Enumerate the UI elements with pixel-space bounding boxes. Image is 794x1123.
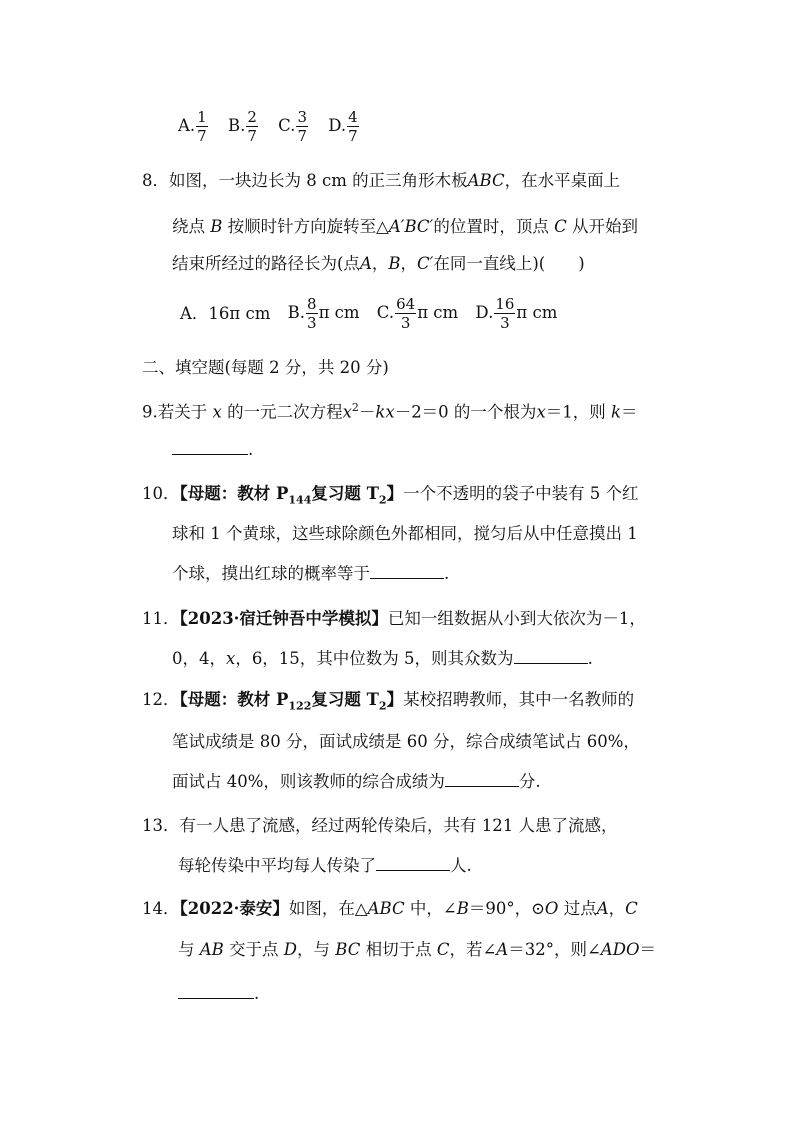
q8-line-2: 绕点 B 按顺时针方向旋转至△A′BC′的位置时，顶点 C 从开始到: [172, 217, 638, 236]
q8-option-a: A．16π cm: [180, 303, 271, 323]
source-tag: 【2023·宿迁钟吾中学模拟】: [179, 609, 388, 628]
q7-option-c: C. $\frac{3}{7}$: [278, 108, 307, 145]
answer-blank[interactable]: [376, 856, 450, 871]
q11-line-2: 0，4，x，6，15，其中位数为 5，则其众数为 .: [172, 649, 593, 668]
q12-line-1: 12．【母题：教材 $P_{122}$复习题 $T_2$】某校招聘教师，其中一名教师的: [142, 690, 635, 713]
q12-line-2: 笔试成绩是 80 分，面试成绩是 60 分，综合成绩笔试占 60%，: [172, 732, 640, 751]
q9-line-1: 9.若关于 x 的一元二次方程$x^2-kx-2=0$ 的一个根为x＝1，则 k＝: [142, 401, 638, 422]
question-number: 10．: [142, 484, 180, 503]
q8-line-1: 8．如图，一块边长为 8 cm 的正三角形木板ABC，在水平桌面上: [142, 171, 621, 190]
q8-option-d: D. $\frac{16}{3}$ π cm: [475, 295, 558, 332]
q14-line-1: 14．【2022·泰安】如图，在△ABC 中，∠B＝90°，⊙O 过点A，C: [142, 899, 638, 918]
q8-option-b: B. $\frac{8}{3}$ π cm: [287, 295, 360, 332]
q13-line-2: 每轮传染中平均每人传染了 人.: [178, 856, 472, 875]
q10-line-1: 10．【母题：教材 $P_{144}$复习题 $T_2$】一个不透明的袋子中装有 5 个红: [142, 484, 639, 507]
question-number: 8．: [142, 171, 169, 190]
source-tag: 【母题：教材 $P_{144}$复习题 $T_2$】: [179, 484, 404, 507]
question-number: 14．: [142, 899, 180, 918]
answer-blank[interactable]: [370, 564, 444, 579]
q12-line-3: 面试占 40%，则该教师的综合成绩为 分.: [172, 772, 541, 791]
q10-line-2: 球和 1 个黄球，这些球除颜色外都相同，搅匀后从中任意摸出 1: [172, 524, 638, 543]
q8-options: [180, 295, 557, 332]
answer-blank[interactable]: [178, 984, 254, 999]
source-tag: 【母题：教材 $P_{122}$复习题 $T_2$】: [179, 690, 404, 713]
answer-blank[interactable]: [514, 649, 588, 664]
section-heading: 二、填空题(每题 2 分，共 20 分): [142, 358, 389, 377]
q14-line-2: 与 AB 交于点 D，与 BC 相切于点 C，若∠A＝32°，则∠ADO＝: [178, 940, 656, 959]
q8-option-c: C. $\frac{64}{3}$ π cm: [376, 295, 459, 332]
q7-options: [178, 108, 360, 145]
q7-option-b: B. $\frac{2}{7}$: [227, 108, 257, 145]
source-tag: 【2022·泰安】: [179, 899, 289, 918]
q8-line-3: 结束所经过的路径长为(点A，B，C′在同一直线上)( ): [172, 254, 585, 273]
answer-blank[interactable]: [172, 440, 248, 455]
q7-option-a: A. $\frac{1}{7}$: [178, 108, 207, 145]
q9-line-2: .: [172, 440, 253, 460]
q10-line-3: 个球，摸出红球的概率等于 .: [172, 564, 450, 583]
q13-line-1: 13．有一人患了流感，经过两轮传染后，共有 121 人患了流感，: [142, 816, 618, 835]
question-number: 9.: [142, 402, 158, 422]
q14-line-3: .: [178, 984, 259, 1004]
q7-option-d: D. $\frac{4}{7}$: [328, 108, 358, 145]
question-number: 12．: [142, 690, 180, 709]
question-number: 13．: [142, 816, 180, 835]
answer-blank[interactable]: [445, 772, 519, 787]
question-number: 11．: [142, 609, 180, 628]
q11-line-1: 11．【2023·宿迁钟吾中学模拟】已知一组数据从小到大依次为－1，: [142, 609, 646, 628]
